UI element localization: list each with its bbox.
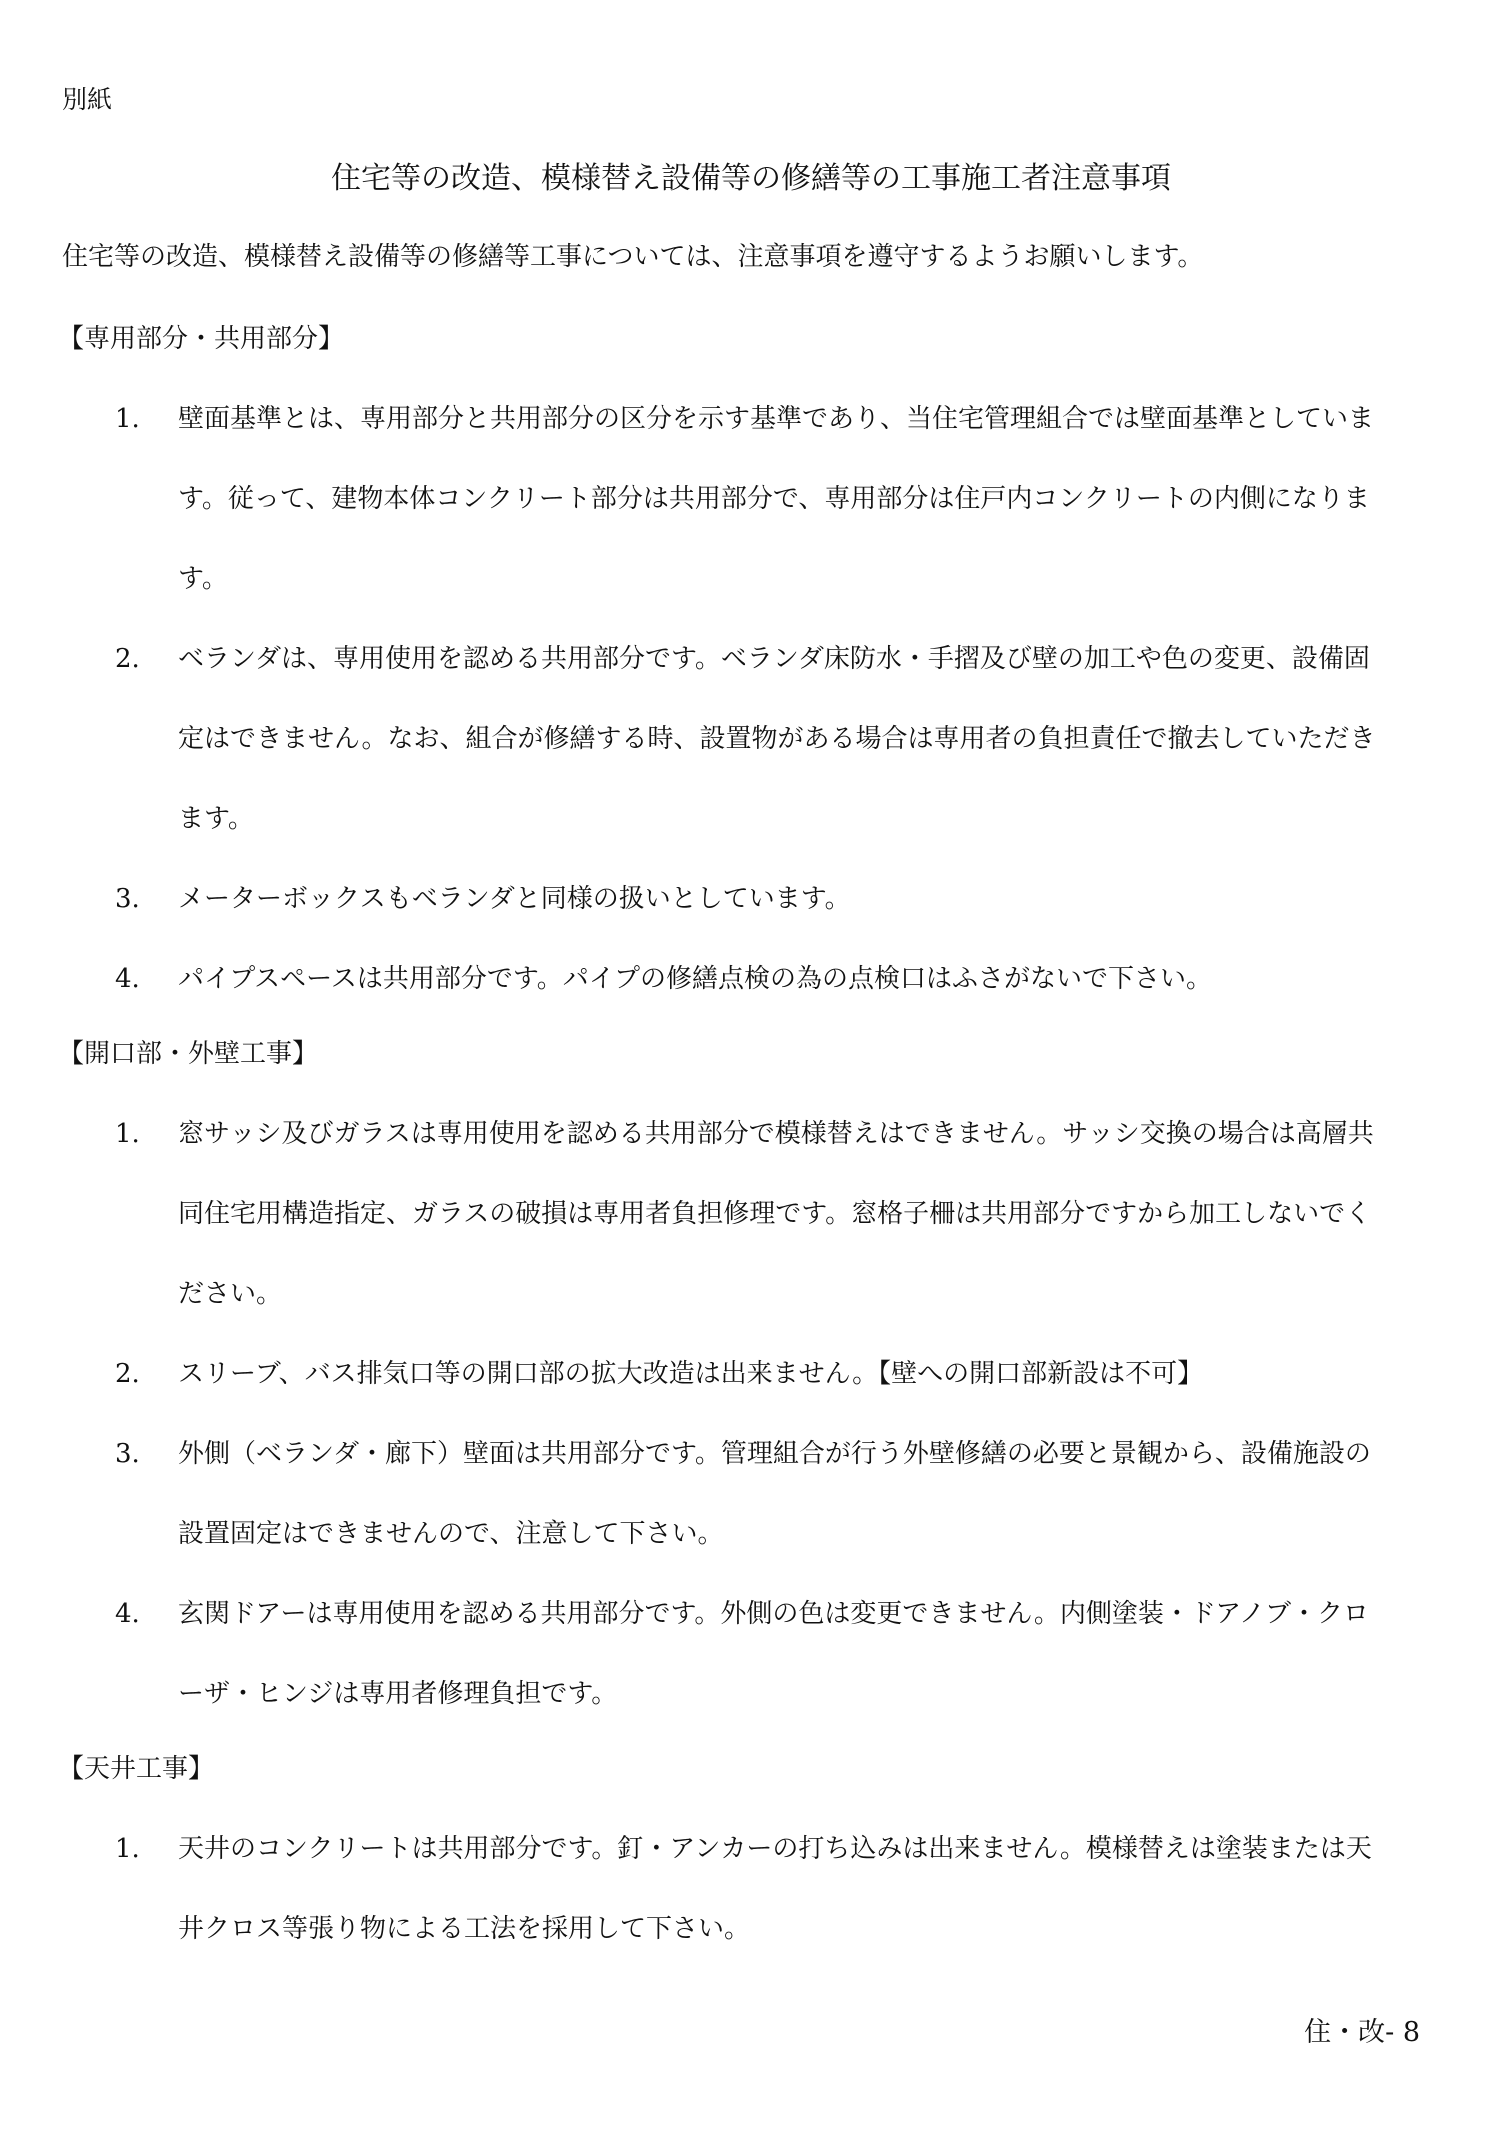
list-item-number: 1. bbox=[115, 1834, 140, 1864]
list-item-text-line: ーザ・ヒンジは専用者修理負担です。 bbox=[178, 1679, 618, 1709]
list-item-text-line: スリーブ、バス排気口等の開口部の拡大改造は出来ません。【壁への開口部新設は不可】 bbox=[178, 1359, 1204, 1389]
list-item-number: 4. bbox=[115, 964, 140, 994]
list-item-text-line: メーターボックスもベランダと同様の扱いとしています。 bbox=[178, 884, 851, 914]
list-item-text-line: 窓サッシ及びガラスは専用使用を認める共用部分で模様替えはできません。サッシ交換の場合は高層共 bbox=[178, 1119, 1374, 1149]
intro-paragraph: 住宅等の改造、模様替え設備等の修繕等工事については、注意事項を遵守するようお願いします。 bbox=[62, 242, 1204, 272]
list-item-number: 3. bbox=[115, 1439, 140, 1469]
list-item-text-line: 外側（ベランダ・廊下）壁面は共用部分です。管理組合が行う外壁修繕の必要と景観から、設備施設の bbox=[178, 1439, 1371, 1469]
annex-label: 別紙 bbox=[62, 85, 113, 114]
list-item-text-line: パイプスペースは共用部分です。パイプの修繕点検の為の点検口はふさがないで下さい。 bbox=[178, 964, 1213, 994]
list-item-number: 4. bbox=[115, 1599, 140, 1629]
list-item-text-line: 天井のコンクリートは共用部分です。釘・アンカーの打ち込みは出来ません。模様替えは塗装または天 bbox=[178, 1834, 1372, 1864]
list-item-text-line: ださい。 bbox=[178, 1279, 283, 1309]
list-item-text-line: す。従って、建物本体コンクリート部分は共用部分で、専用部分は住戸内コンクリートの内側になりま bbox=[178, 484, 1370, 514]
list-item-text-line: す。 bbox=[178, 564, 228, 594]
page-number: 住・改- 8 bbox=[1304, 2017, 1420, 2048]
list-item-number: 1. bbox=[115, 404, 140, 434]
list-item-number: 1. bbox=[115, 1119, 140, 1149]
section-heading-ceiling: 【天井工事】 bbox=[58, 1754, 215, 1784]
list-item-number: 2. bbox=[115, 644, 140, 674]
list-item-text-line: ます。 bbox=[178, 804, 254, 834]
list-item-text-line: 玄関ドアーは専用使用を認める共用部分です。外側の色は変更できません。内側塗装・ドアノブ・クロ bbox=[178, 1599, 1370, 1629]
section-heading-openings-exterior: 【開口部・外壁工事】 bbox=[58, 1039, 319, 1069]
list-item-number: 3. bbox=[115, 884, 140, 914]
list-item-text-line: 壁面基準とは、専用部分と共用部分の区分を示す基準であり、当住宅管理組合では壁面基準としていま bbox=[178, 404, 1375, 434]
list-item-text-line: 定はできません。なお、組合が修繕する時、設置物がある場合は専用者の負担責任で撤去していただき bbox=[178, 724, 1376, 754]
section-heading-private-common: 【専用部分・共用部分】 bbox=[58, 324, 345, 354]
document-title: 住宅等の改造、模様替え設備等の修繕等の工事施工者注意事項 bbox=[331, 161, 1171, 196]
list-item-text-line: 同住宅用構造指定、ガラスの破損は専用者負担修理です。窓格子柵は共用部分ですから加工しないでく bbox=[178, 1199, 1372, 1229]
list-item-text-line: 井クロス等張り物による工法を採用して下さい。 bbox=[178, 1914, 751, 1944]
list-item-text-line: 設置固定はできませんので、注意して下さい。 bbox=[178, 1519, 724, 1549]
list-item-text-line: ベランダは、専用使用を認める共用部分です。ベランダ床防水・手摺及び壁の加工や色の変更、設備固 bbox=[178, 644, 1370, 674]
list-item-number: 2. bbox=[115, 1359, 140, 1389]
